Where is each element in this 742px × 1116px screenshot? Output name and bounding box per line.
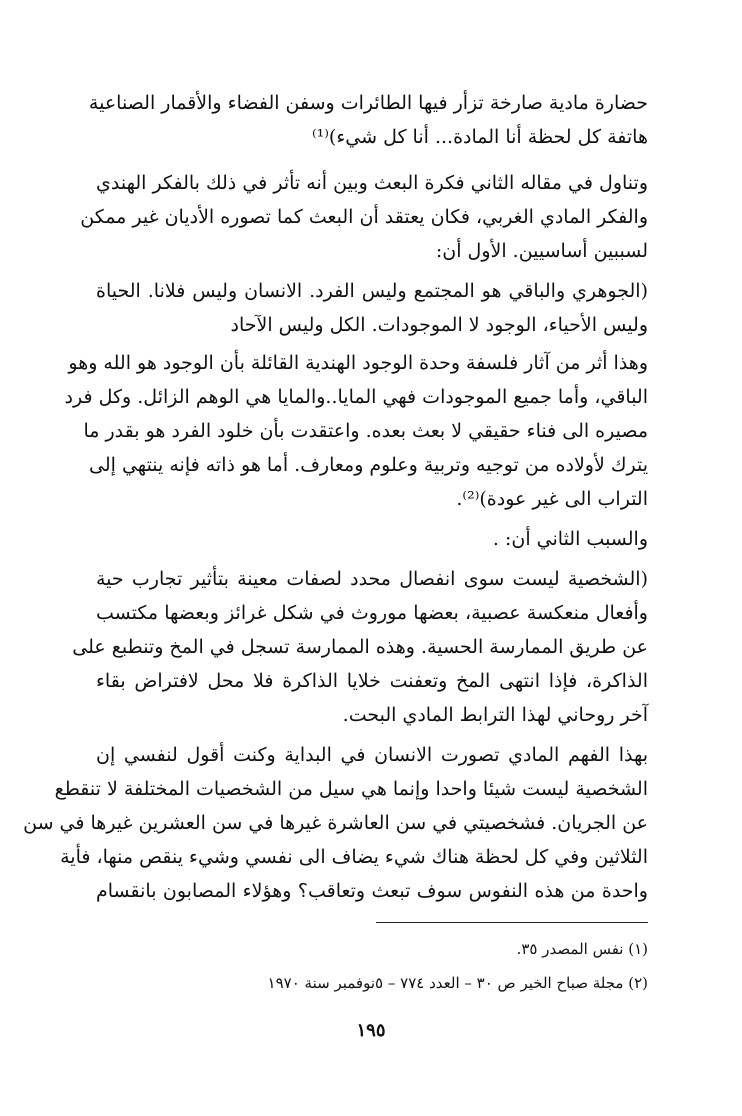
paragraph-3-line-3: مصيره الى فناء حقيقي لا بعث بعده. واعتقدت بأن خلود الفرد هو بقدر ما <box>83 420 648 442</box>
footnote-1: (١) نفس المصدر ٣٥. <box>516 940 648 958</box>
page-number: ١٩٥ <box>356 1020 386 1041</box>
paragraph-1-line-2: هاتفة كل لحظة أنا المادة... أنا كل شيء)⁽¹⁾ <box>311 126 648 148</box>
quote-2-line-2: وأفعال منعكسة عصبية، بعضها موروث في شكل غرائز وبعضها مكتسب <box>96 602 648 624</box>
paragraph-5-line-2: الشخصية ليست شيئا واحدا وإنما هي سيل من الشخصيات المختلفة لا تنقطع <box>54 778 648 800</box>
quote-2-line-5: آخر روحاني لهذا الترابط المادي البحت. <box>342 704 648 726</box>
quote-1-line-1: (الجوهري والباقي هو المجتمع وليس الفرد. الانسان وليس فلانا. الحياة <box>96 280 648 302</box>
paragraph-3-line-2: الباقي، وأما جميع الموجودات فهي المايا..والمايا هي الوهم الزائل. وكل فرد <box>64 386 648 408</box>
paragraph-2-line-3: لسببين أساسيين. الأول أن: <box>435 240 648 262</box>
paragraph-5-line-4: الثلاثين وفي كل لحظة هناك شيء يضاف الى نفسي وشيء ينقص منها، فأية <box>60 846 648 868</box>
paragraph-2-line-2: والفكر المادي الغربي، فكان يعتقد أن البعث كما تصوره الأديان غير ممكن <box>80 206 648 228</box>
paragraph-3-line-1: وهذا أثر من آثار فلسفة وحدة الوجود الهندية القائلة بأن الوجود هو الله وهو <box>68 352 648 374</box>
paragraph-3-line-5: التراب الى غير عودة)⁽²⁾. <box>456 488 648 510</box>
paragraph-1-line-1: حضارة مادية صارخة تزأر فيها الطائرات وسفن الفضاء والأقمار الصناعية <box>88 92 648 114</box>
quote-2-line-1: (الشخصية ليست سوى انفصال محدد لصفات معينة بتأثير تجارب حية <box>96 568 648 590</box>
quote-2-line-4: الذاكرة، فإذا انتهى المخ وتعفنت خلايا الذاكرة فلا محل لافتراض بقاء <box>96 670 648 692</box>
paragraph-5-line-5: واحدة من هذه النفوس سوف تبعث وتعاقب؟ وهؤلاء المصابون بانقسام <box>96 880 648 902</box>
quote-2-line-3: عن طريق الممارسة الحسية. وهذه الممارسة تسجل في المخ وتنطبع على <box>72 636 648 658</box>
paragraph-5-line-3: عن الجريان. فشخصيتي في سن العاشرة غيرها في سن العشرين غيرها في سن <box>23 812 648 834</box>
paragraph-3-line-4: يترك لأولاده من توجيه وتربية وعلوم ومعارف. أما هو ذاته فإنه ينتهي إلى <box>89 454 648 476</box>
paragraph-4-line-1: والسبب الثاني أن: . <box>492 528 648 550</box>
footnote-2: (٢) مجلة صباح الخير ص ٣٠ – العدد ٧٧٤ – ٥نوفمبر سنة ١٩٧٠ <box>267 974 648 992</box>
quote-1-line-2: وليس الأحياء، الوجود لا الموجودات. الكل وليس الآحاد <box>230 314 648 336</box>
paragraph-2-line-1: وتناول في مقاله الثاني فكرة البعث وبين أنه تأثر في ذلك بالفكر الهندي <box>96 172 648 194</box>
footnote-separator <box>376 922 648 923</box>
paragraph-5-line-1: بهذا الفهم المادي تصورت الانسان في البداية وكنت أقول لنفسي إن <box>96 744 648 766</box>
